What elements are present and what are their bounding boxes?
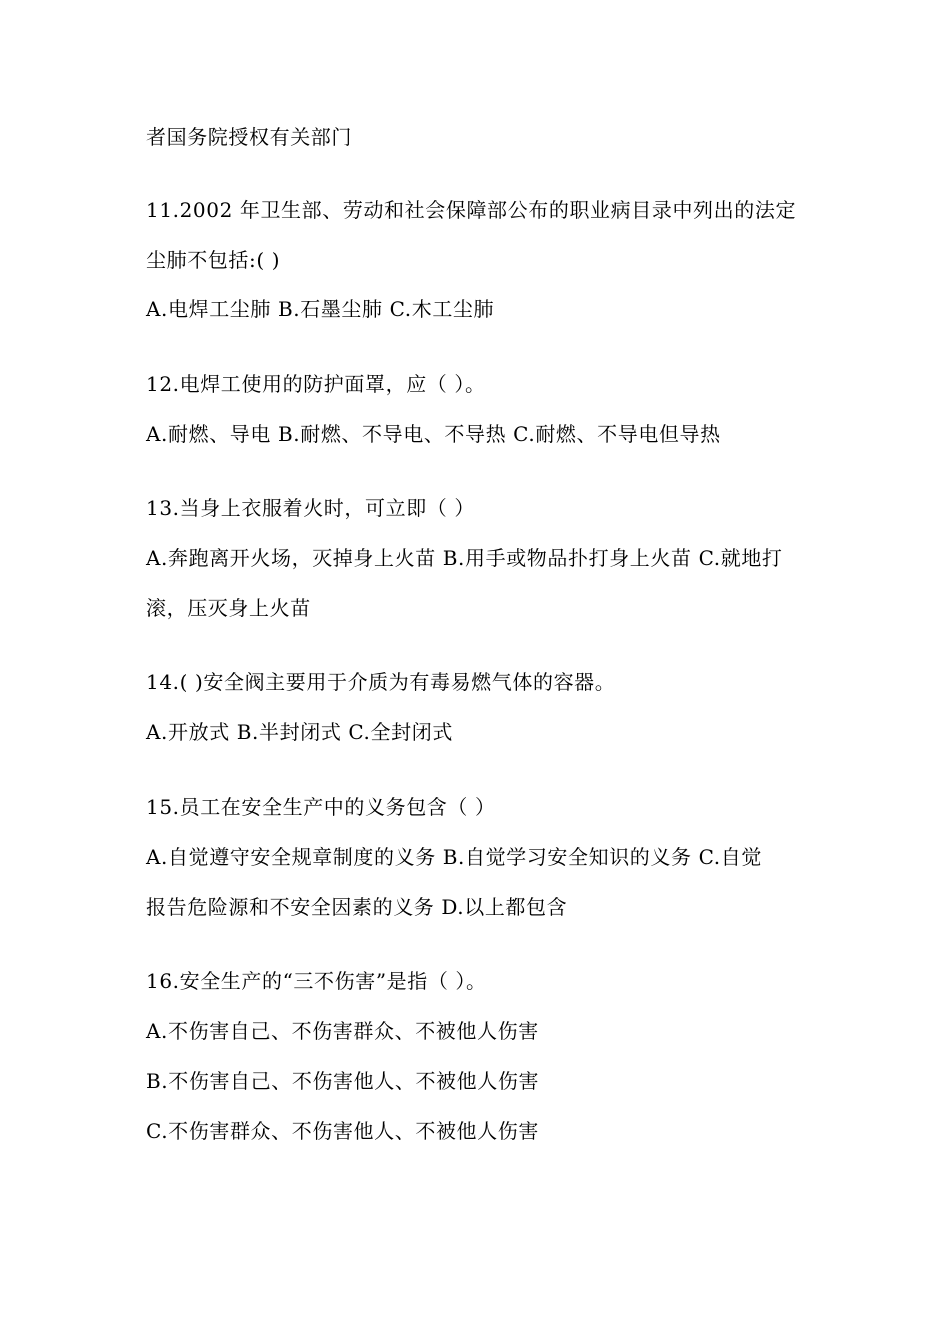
question-options: A.耐燃、导电 B.耐燃、不导电、不导热 C.耐燃、不导电但导热 [146,422,721,446]
question-options: 报告危险源和不安全因素的义务 D.以上都包含 [146,895,568,919]
question-options: 滚，压灭身上火苗 [146,596,311,620]
question-options: B.不伤害自己、不伤害他人、不被他人伤害 [146,1069,540,1093]
question-options: A.不伤害自己、不伤害群众、不被他人伤害 [146,1019,539,1043]
question-stem: 15.员工在安全生产中的义务包含（ ） [146,795,496,819]
question-stem: 16.安全生产的“三不伤害”是指（ ）。 [146,969,487,993]
question-options: A.奔跑离开火场，灭掉身上火苗 B.用手或物品扑打身上火苗 C.就地打 [146,546,783,570]
question-stem: 尘肺不包括:( ) [146,248,281,272]
question-stem: 14.( )安全阀主要用于介质为有毒易燃气体的容器。 [146,670,616,694]
question-options: A.开放式 B.半封闭式 C.全封闭式 [146,720,453,744]
question-options: A.自觉遵守安全规章制度的义务 B.自觉学习安全知识的义务 C.自觉 [146,845,762,869]
question-stem: 11.2002 年卫生部、劳动和社会保障部公布的职业病目录中列出的法定 [146,198,797,222]
question-stem: 13.当身上衣服着火时，可立即（ ） [146,496,475,520]
question-stem: 12.电焊工使用的防护面罩，应（ ）。 [146,372,486,396]
question-options: C.不伤害群众、不伤害他人、不被他人伤害 [146,1119,539,1143]
continuation-text: 者国务院授权有关部门 [146,125,352,149]
question-options: A.电焊工尘肺 B.石墨尘肺 C.木工尘肺 [146,297,495,321]
